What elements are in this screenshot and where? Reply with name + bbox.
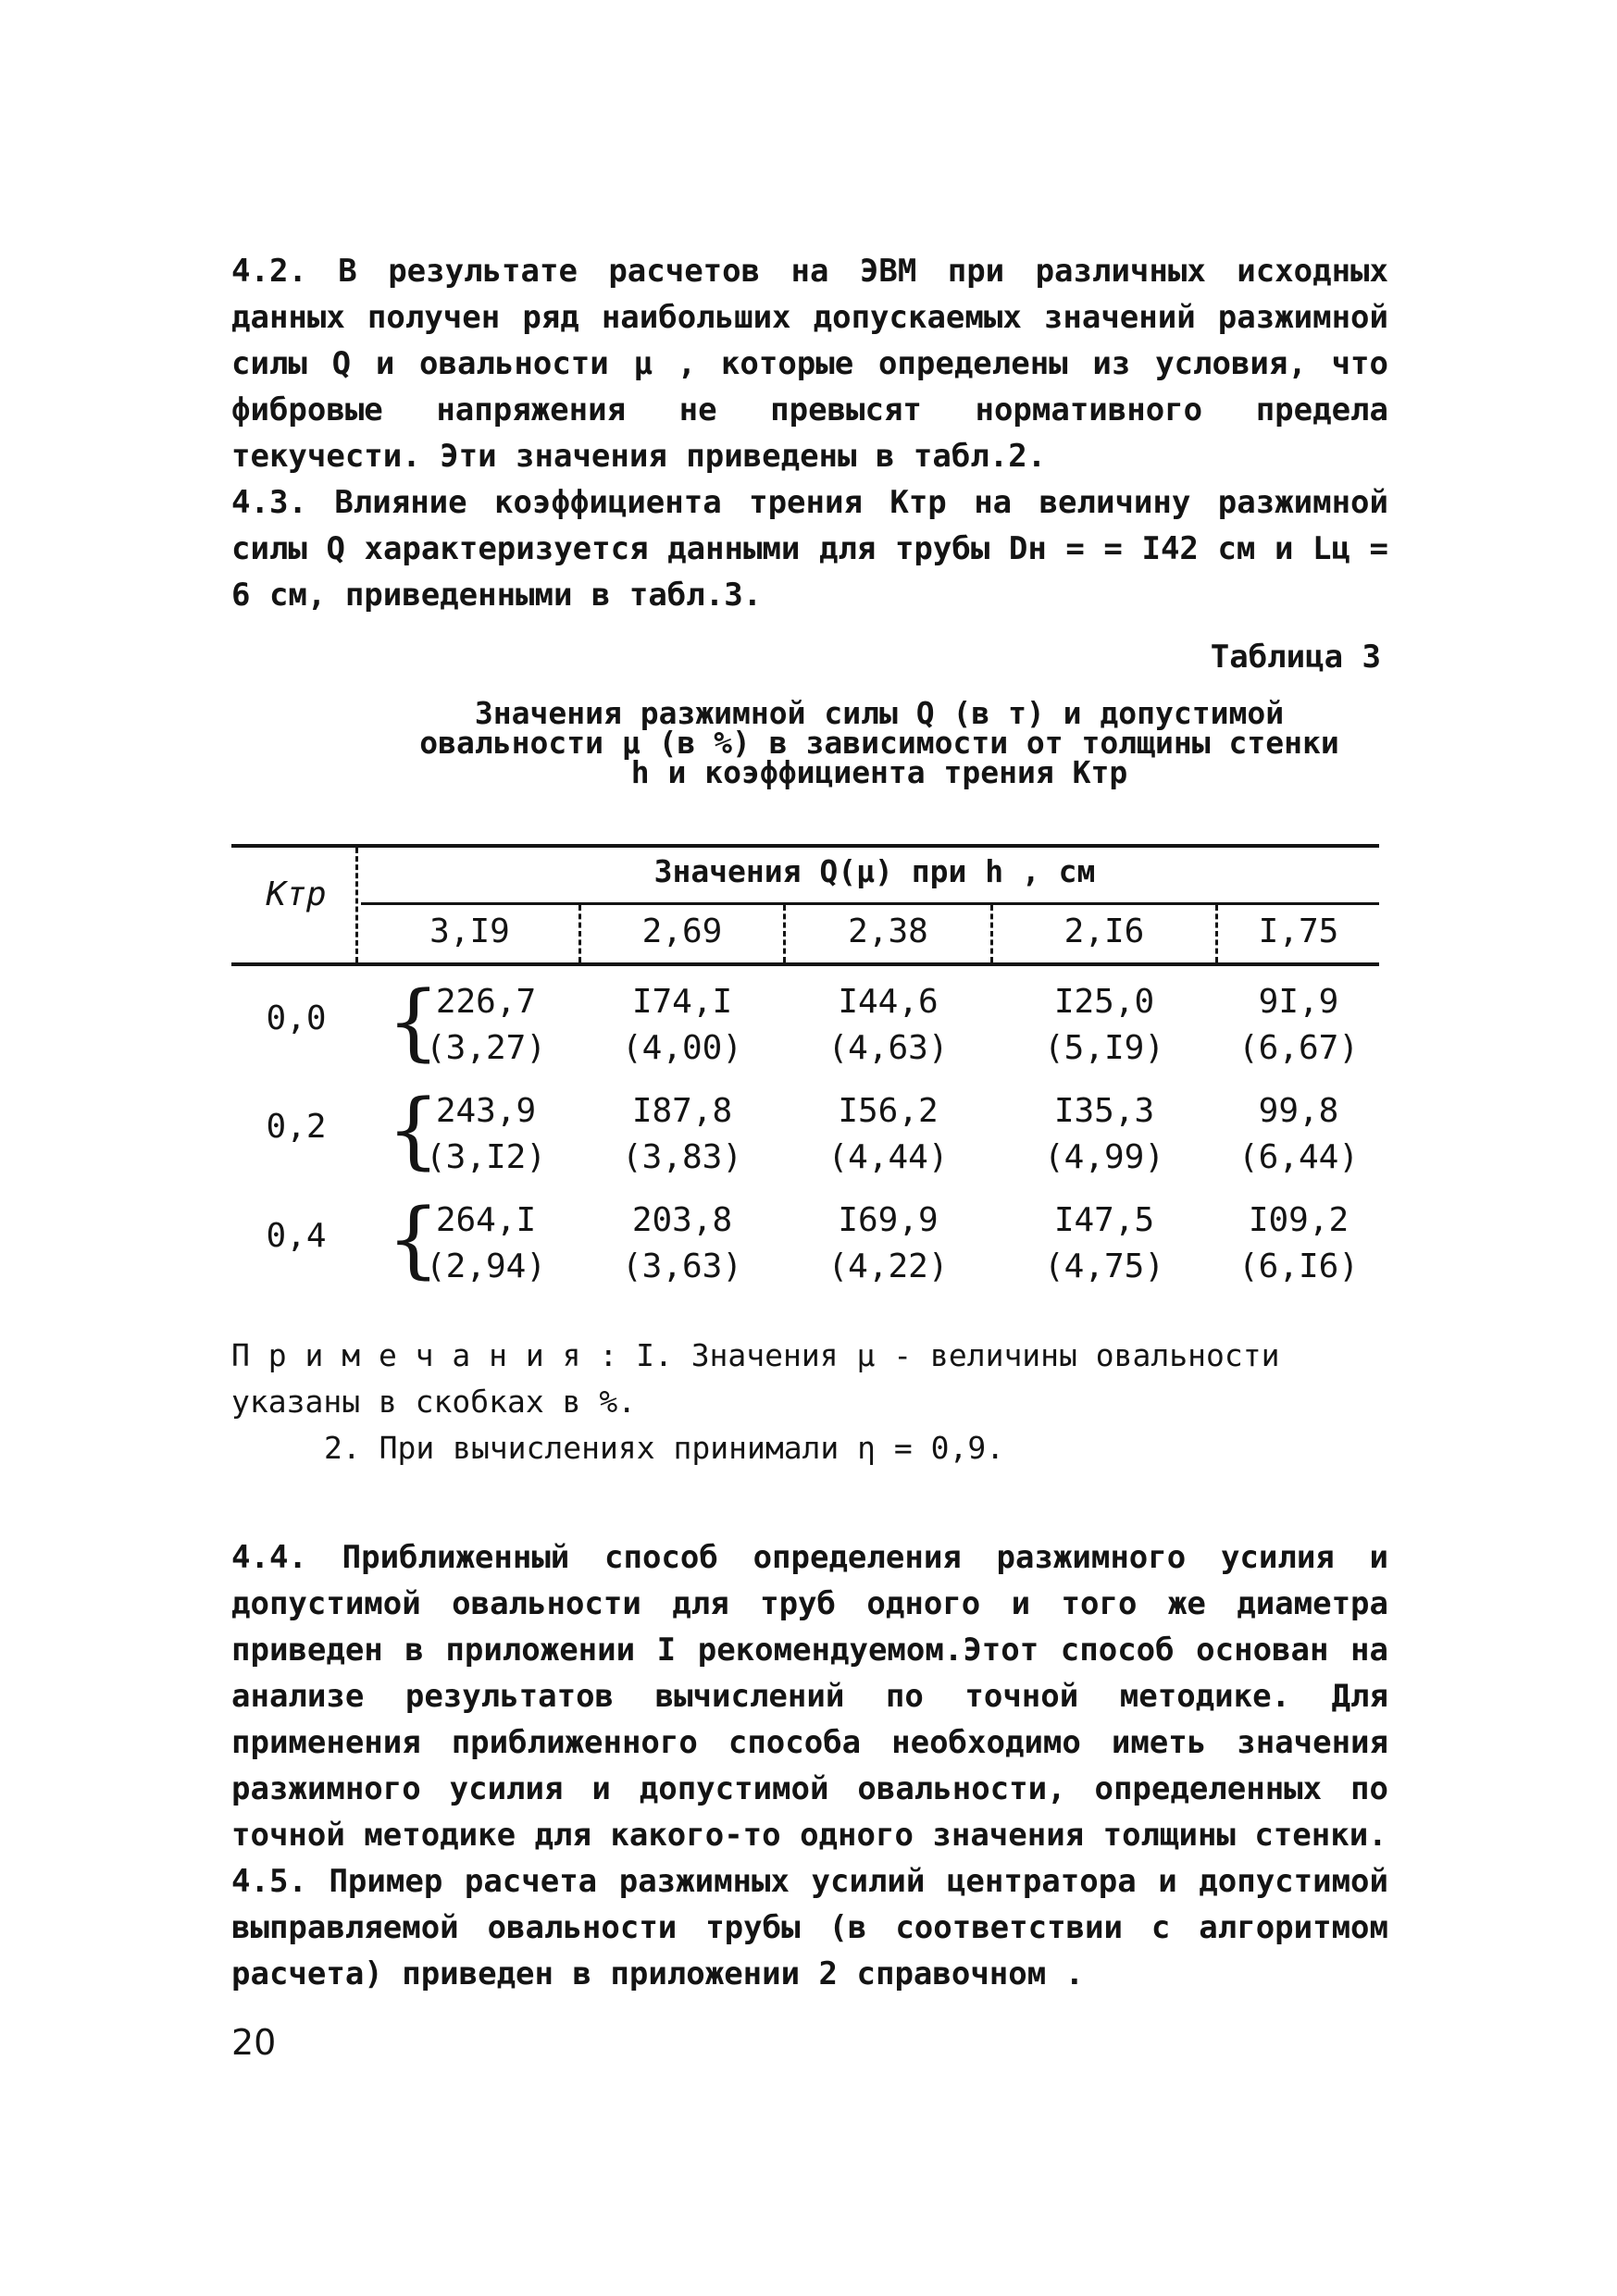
mu-value: (3,27) — [425, 1029, 547, 1067]
mu-value: (3,83) — [621, 1138, 743, 1176]
mu-value: (6,67) — [1238, 1029, 1360, 1067]
q-value: I44,6 — [838, 983, 939, 1021]
paragraph-4-3: 4.3. Влияние коэффициента трения Kтр на величину разжимной силы Q характеризуется данными для трубы Dн = = I42 см и Lц = 6 см, приведенными в табл.3. — [231, 484, 1408, 614]
q-value: 99,8 — [1258, 1092, 1339, 1130]
group-header: Значения Q(μ) при h , см — [653, 853, 1096, 889]
table-note-1: П р и м е ч а н и я : I. Значения μ - величины овальности указаны в скобках в %. — [231, 1337, 1280, 1420]
q-value: 226,7 — [435, 983, 537, 1021]
column-header-h: I,75 — [1258, 912, 1339, 950]
mu-value: (4,00) — [621, 1029, 743, 1067]
column-header-h: 3,I9 — [429, 912, 510, 950]
paragraph-4-5: 4.5. Пример расчета разжимных усилий центратора и допустимой выправляемой овальности трубы (в соответствии с алгоритмом расчета) приведен в приложении 2 справочном . — [231, 1863, 1408, 1992]
column-header-h: 2,I6 — [1063, 912, 1145, 950]
mu-value: (3,I2) — [425, 1138, 547, 1176]
table-caption: Значения разжимной силы Q (в т) и допустимой овальности μ (в %) в зависимости от толщины стенки h и коэффициента трения Kтр — [419, 695, 1339, 790]
ktr-value: 0,2 — [266, 1108, 327, 1146]
table-header-rule — [231, 962, 1379, 966]
q-value: I47,5 — [1053, 1201, 1155, 1239]
table-label: Таблица 3 — [1210, 639, 1381, 676]
row-brace: { — [387, 1082, 441, 1179]
mu-value: (4,99) — [1043, 1138, 1165, 1176]
mu-value: (3,63) — [621, 1247, 743, 1285]
q-value: 264,I — [435, 1201, 537, 1239]
q-value: I56,2 — [838, 1092, 939, 1130]
row-brace: { — [387, 1191, 441, 1288]
q-value: 243,9 — [435, 1092, 537, 1130]
mu-value: (5,I9) — [1043, 1029, 1165, 1067]
q-value: I74,I — [631, 983, 733, 1021]
paragraph-4-4: 4.4. Приближенный способ определения разжимного усилия и допустимой овальности для труб одного и того же диаметра приведен в приложении I рекомендуемом.Этот способ основан на анализе результатов вычислений по точной методике. Для применения приближенного способа необходимо иметь значения разжимного усилия и допустимой овальности, определенных по точной методике для какого-то одного значения толщины стенки. — [231, 1539, 1408, 1854]
q-value: I69,9 — [838, 1201, 939, 1239]
q-value: I25,0 — [1053, 983, 1155, 1021]
ktr-value: 0,0 — [266, 999, 327, 1037]
mu-value: (6,I6) — [1238, 1247, 1360, 1285]
page-number: 20 — [231, 2022, 277, 2063]
q-value: I35,3 — [1053, 1092, 1155, 1130]
mu-value: (2,94) — [425, 1247, 547, 1285]
mu-value: (4,63) — [827, 1029, 949, 1067]
table-note-2: 2. При вычислениях принимали η = 0,9. — [324, 1430, 1005, 1466]
row-header-ktr: Kтр — [266, 875, 327, 913]
table-top-rule — [231, 844, 1379, 848]
mu-value: (4,75) — [1043, 1247, 1165, 1285]
mu-value: (6,44) — [1238, 1138, 1360, 1176]
q-value: I09,2 — [1248, 1201, 1350, 1239]
mu-value: (4,44) — [827, 1138, 949, 1176]
q-value: 9I,9 — [1258, 983, 1339, 1021]
mu-value: (4,22) — [827, 1247, 949, 1285]
column-header-h: 2,38 — [848, 912, 928, 950]
table-row-header-separator — [355, 848, 358, 962]
row-brace: { — [387, 974, 441, 1071]
q-value: 203,8 — [631, 1201, 733, 1239]
q-value: I87,8 — [631, 1092, 733, 1130]
column-header-h: 2,69 — [641, 912, 723, 950]
table-mid-rule — [361, 902, 1379, 905]
ktr-value: 0,4 — [266, 1217, 327, 1255]
table-3 — [231, 844, 1379, 1307]
paragraph-4-2: 4.2. В результате расчетов на ЭВМ при различных исходных данных получен ряд наибольших допускаемых значений разжимной силы Q и овальности μ , которые определены из условия, что фибровые напряжения не превысят нормативного предела текучести. Эти значения приведены в табл.2. — [231, 253, 1408, 475]
